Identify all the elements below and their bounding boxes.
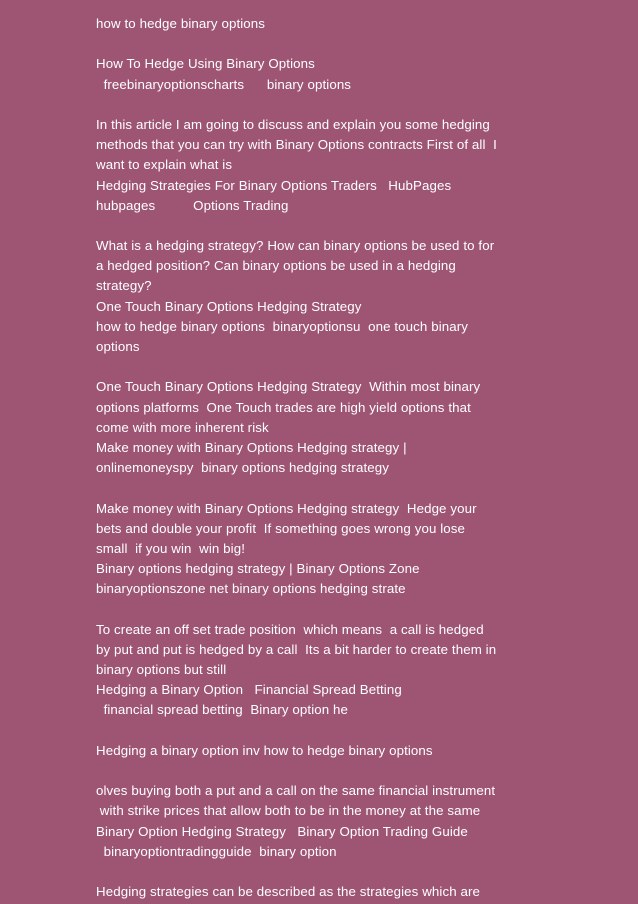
text-line: One Touch Binary Options Hedging Strategy: [96, 298, 362, 314]
blank-line: [96, 95, 638, 115]
text-line: want to explain what is: [96, 157, 233, 173]
text-line: financial spread betting Binary option he: [96, 702, 349, 718]
text-line: methods that you can try with Binary Options contracts First of all I: [96, 137, 497, 153]
text-line: Hedging Strategies For Binary Options Traders HubPages: [96, 177, 452, 193]
text-line: a hedged position? Can binary options be used in a hedging: [96, 258, 456, 274]
blank-line: [96, 721, 638, 741]
text-line: bets and double your profit If something goes wrong you lose: [96, 520, 466, 536]
text-line: olves buying both a put and a call on the same financial instrument: [96, 783, 496, 799]
blank-line: [96, 599, 638, 619]
text-line: with strike prices that allow both to be in the money at the same: [96, 803, 481, 819]
text-line: strategy?: [96, 278, 152, 294]
text-line: Make money with Binary Options Hedging strategy |: [96, 439, 407, 455]
blank-line: [96, 216, 638, 236]
text-line: In this article I am going to discuss and explain you some hedging: [96, 116, 490, 132]
text-line: Hedging strategies can be described as the strategies which are: [96, 884, 481, 900]
text-line: Binary options hedging strategy | Binary Options Zone: [96, 561, 420, 577]
blank-line: [96, 761, 638, 781]
text-line: hubpages Options Trading: [96, 197, 289, 213]
text-line: Hedging a binary option inv how to hedge binary options: [96, 742, 433, 758]
text-line: To create an off set trade position which means a call is hedged: [96, 621, 484, 637]
blank-line: [96, 34, 638, 54]
text-line: options: [96, 339, 140, 354]
text-line: binary options but still: [96, 662, 227, 677]
text-line: small if you win win big!: [96, 540, 246, 556]
blank-line: [96, 478, 638, 498]
text-line: What is a hedging strategy? How can binary options be used to for: [96, 238, 495, 254]
text-line: How To Hedge Using Binary Options: [96, 56, 315, 72]
text-line: binaryoptiontradingguide binary option: [96, 843, 337, 859]
text-line: come with more inherent risk: [96, 419, 269, 435]
text-line: options platforms One Touch trades are high yield options that: [96, 399, 471, 415]
text-line: by put and put is hedged by a call Its a bit harder to create them in: [96, 641, 497, 657]
text-line: freebinaryoptionscharts binary options: [96, 76, 352, 92]
text-line: how to hedge binary options binaryoptionsu one touch binary: [96, 318, 469, 334]
document-text: [96, 14, 638, 902]
text-line: Hedging a Binary Option Financial Spread Betting: [96, 682, 402, 698]
text-line: Binary Option Hedging Strategy Binary Option Trading Guide: [96, 823, 468, 839]
blank-line: [96, 862, 638, 882]
text-line: Make money with Binary Options Hedging strategy Hedge your: [96, 500, 477, 516]
text-line: One Touch Binary Options Hedging Strategy Within most binary: [96, 379, 481, 395]
text-line: binaryoptionszone net binary options hedging strate: [96, 581, 406, 597]
text-line: onlinemoneyspy binary options hedging strategy: [96, 460, 389, 476]
text-line: how to hedge binary options: [96, 16, 266, 31]
blank-line: [96, 357, 638, 377]
